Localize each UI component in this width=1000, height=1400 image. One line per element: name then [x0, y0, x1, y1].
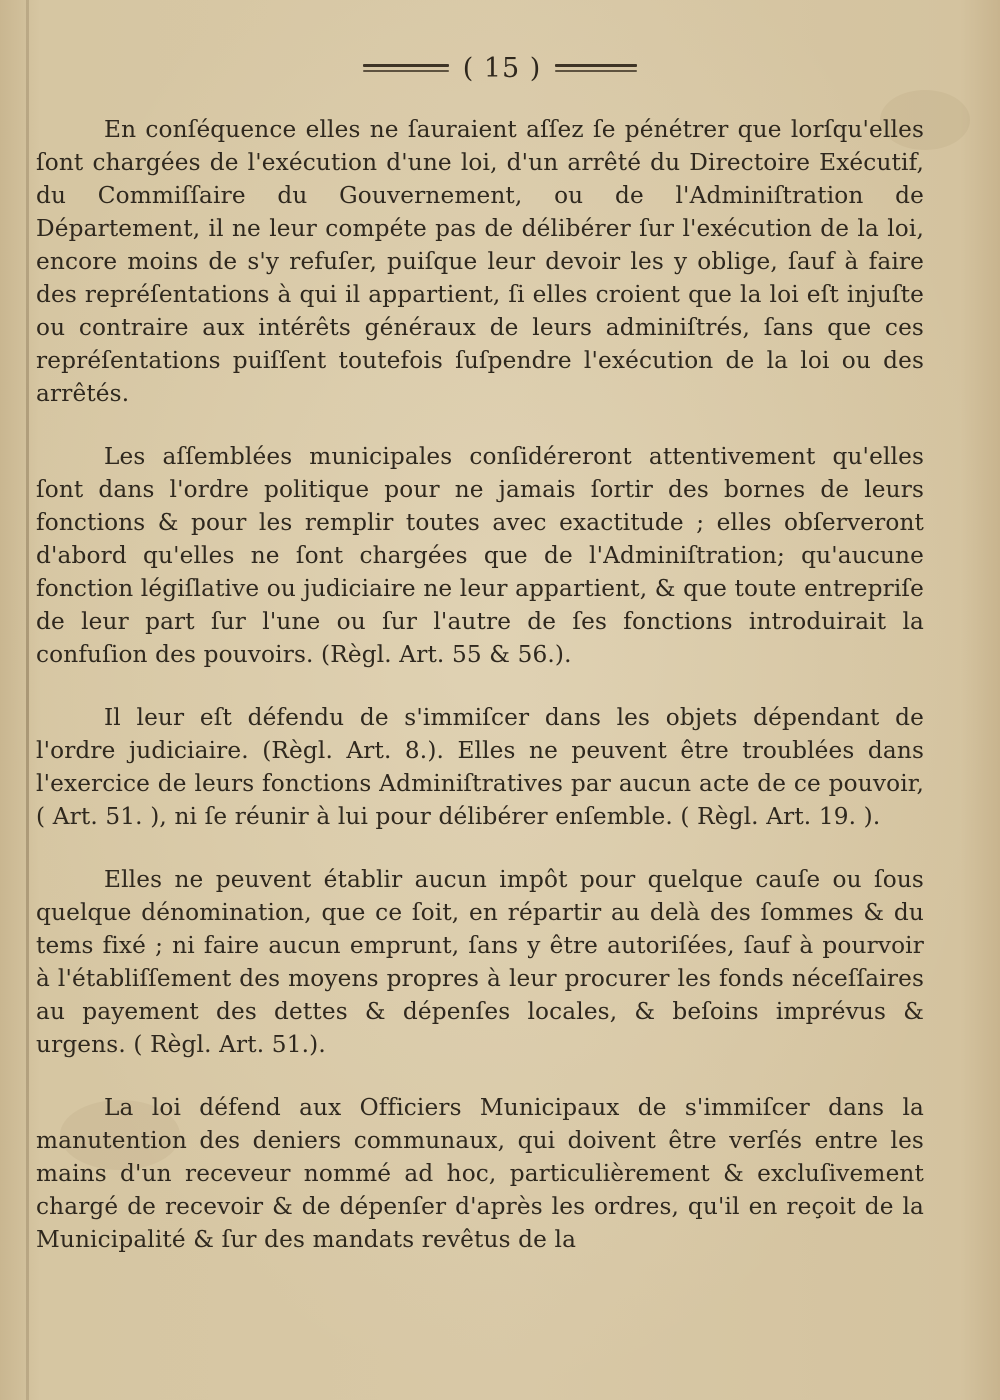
paragraph-5: La loi défend aux Officiers Municipaux de s'immiſcer dans la manutention des deniers communaux, qui doivent être verſés entre les mains d'un receveur nommé ad hoc, particulièrement & excluſivement chargé de recevoir & de dépenſer d'après les ordres, qu'il en reçoit de la Municipalité & ſur des mandats revêtus de la [36, 1094, 924, 1253]
binding-edge [26, 0, 29, 1400]
paragraph-1: En conſéquence elles ne ſauraient aſſez ſe pénétrer que lorſqu'elles ſont chargées de l'exécution d'une loi, d'un arrêté du Directoire Exécutif, du Commiſſaire du Gouvernement, ou de l'Adminiſtration de Département, il ne leur compéte pas de délibérer ſur l'exécution de la loi, encore moins de s'y refuſer, puiſque leur devoir les y oblige, ſauf à faire des repréſentations à qui il appartient, ſi elles croient que la loi eſt injuſte ou contraire aux intérêts généraux de leurs adminiſtrés, ſans que ces repréſentations puiſſent toutefois ſuſpendre l'exécution de la loi ou des arrêtés. [36, 116, 924, 407]
body-text [36, 113, 924, 1256]
paragraph-3: Il leur eſt défendu de s'immiſcer dans les objets dépendant de l'ordre judiciaire. (Règl. Art. 8.). Elles ne peuvent être troublées dans l'exercice de leurs fonctions Adminiſtratives par aucun acte de ce pouvoir, ( Art. 51. ), ni ſe réunir à lui pour délibérer enſemble. ( Règl. Art. 19. ). [36, 704, 924, 830]
paragraph-2: Les aſſemblées municipales conſidéreront attentivement qu'elles ſont dans l'ordre politique pour ne jamais ſortir des bornes de leurs fonctions & pour les remplir toutes avec exactitude ; elles obſerveront d'abord qu'elles ne ſont chargées que de l'Adminiſtration; qu'aucune fonction légiſlative ou judiciaire ne leur appartient, & que toute entrepriſe de leur part ſur l'une ou ſur l'autre de ſes fonctions introduirait la confuſion des pouvoirs. (Règl. Art. 55 & 56.). [36, 443, 924, 668]
paragraph-4: Elles ne peuvent établir aucun impôt pour quelque cauſe ou ſous quelque dénomination, que ce ſoit, en répartir au delà des ſommes & du tems fixé ; ni faire aucun emprunt, ſans y être autoriſées, ſauf à pourvoir à l'établiſſement des moyens propres à leur procurer les fonds néceſſaires au payement des dettes & dépenſes locales, & beſoins imprévus & urgens. ( Règl. Art. 51.). [36, 866, 924, 1058]
header-rule-right [555, 64, 637, 72]
page-header [0, 48, 1000, 88]
header-rule-left [363, 64, 449, 72]
page-number: ( 15 ) [462, 52, 542, 84]
